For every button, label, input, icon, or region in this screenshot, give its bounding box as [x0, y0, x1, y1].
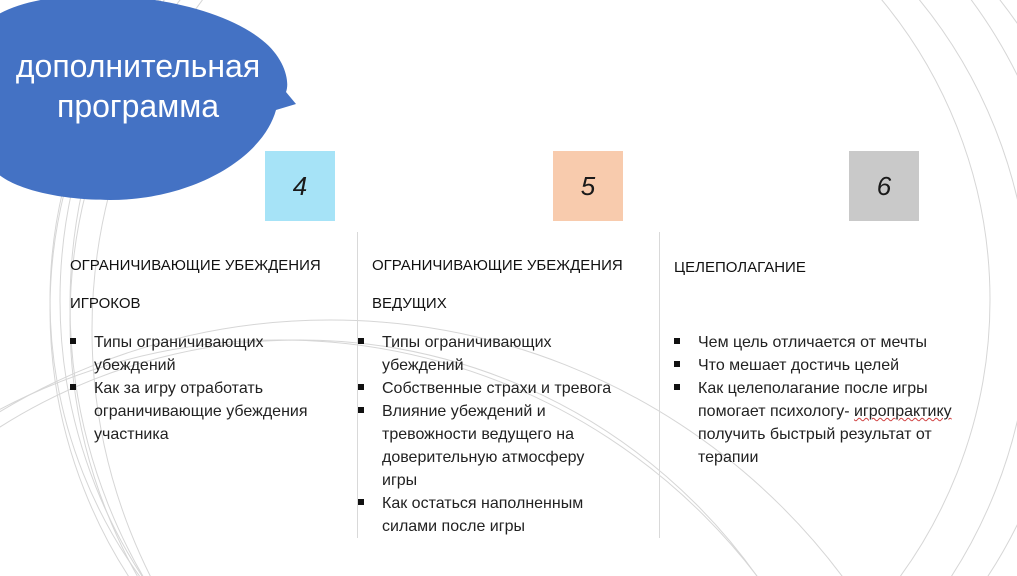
list-item: Типы ограничивающих убеждений — [70, 331, 294, 377]
list-item-text: получить быстрый результат от терапии — [698, 426, 932, 466]
list-item: Чем цель отличается от мечты — [674, 331, 978, 354]
list-item: Как за игру отработать ограничивающие убеждения участника — [70, 377, 344, 446]
heading-line: ИГРОКОВ — [70, 295, 141, 312]
bullet-list — [674, 331, 974, 469]
list-item — [674, 377, 953, 469]
heading-line: ОГРАНИЧИВАЮЩИЕ УБЕЖДЕНИЯ — [372, 257, 623, 274]
heading-line: ВЕДУЩИХ — [372, 295, 447, 312]
bullet-list — [358, 331, 653, 538]
title-line-1: дополнительная — [15, 48, 261, 84]
column-divider — [659, 232, 660, 538]
module-number-4: 4 — [265, 151, 335, 221]
list-item: Как остаться наполненным силами после игры — [358, 492, 622, 538]
module-column-4 — [70, 247, 350, 446]
list-item: Типы ограничивающих убеждений — [358, 331, 582, 377]
bullet-list — [70, 331, 350, 446]
module-number-6: 6 — [849, 151, 919, 221]
module-column-6 — [674, 249, 974, 469]
module-column-5 — [358, 247, 653, 538]
page-title — [0, 46, 276, 126]
module-heading — [70, 247, 350, 323]
module-heading — [358, 247, 653, 323]
spellcheck-word: игропрактику — [853, 403, 952, 420]
list-item: Что мешает достичь целей — [674, 354, 978, 377]
list-item: Влияние убеждений и тревожности ведущего на доверительную атмосферу игры — [358, 400, 622, 492]
list-item-text: Как целеполагание после игры помогает психологу- — [698, 380, 928, 420]
list-item: Собственные страхи и тревога — [358, 377, 652, 400]
module-number-5: 5 — [553, 151, 623, 221]
title-line-2: программа — [57, 88, 219, 124]
module-heading: ЦЕЛЕПОЛАГАНИЕ — [674, 259, 806, 276]
heading-line: ОГРАНИЧИВАЮЩИЕ УБЕЖДЕНИЯ — [70, 257, 321, 274]
